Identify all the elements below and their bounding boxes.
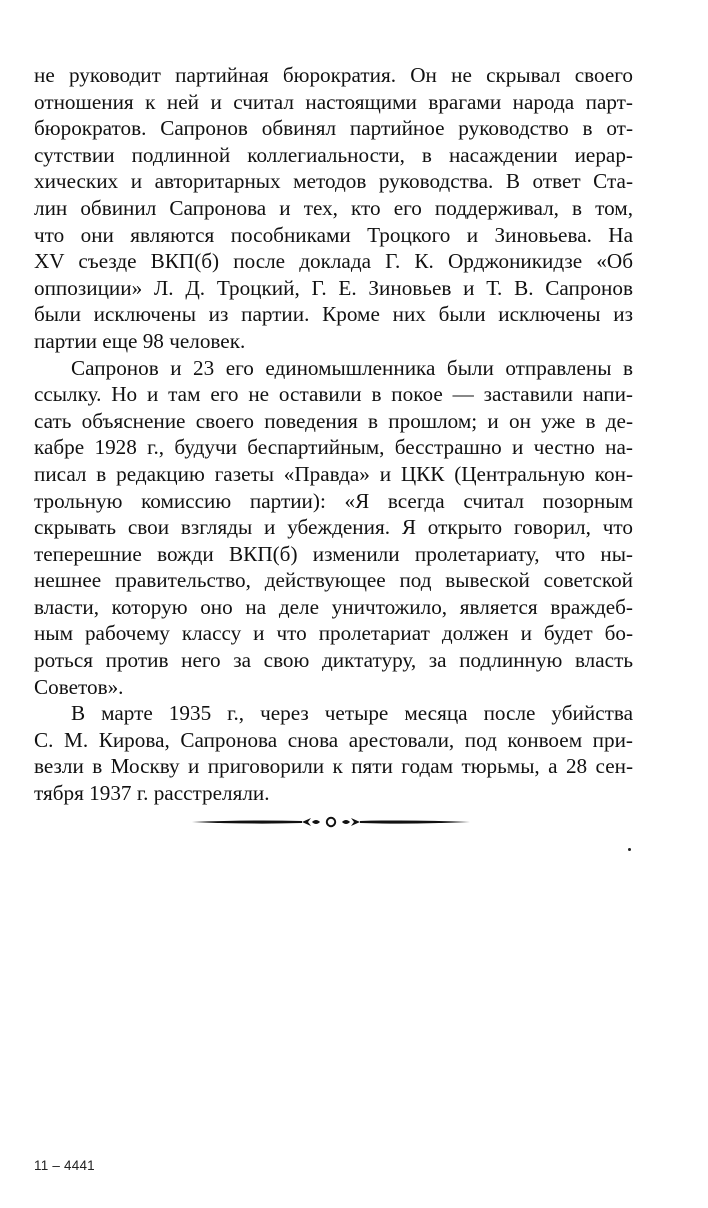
text-line: писал в редакцию газеты «Правда» и ЦКК (Центральную кон- (34, 461, 633, 486)
text-line: что они являются пособниками Троцкого и Зиновьева. На (34, 222, 633, 247)
text-line: В марте 1935 г., через четыре месяца после убийства (71, 701, 633, 726)
text-line: Сапронов и 23 его единомышленника были отправлены в (71, 355, 633, 380)
text-line: XV съезде ВКП(б) после доклада Г. К. Орджоникидзе «Об (34, 249, 633, 274)
text-line: хических и авторитарных методов руководства. В ответ Ста- (34, 169, 633, 194)
text-line: С. М. Кирова, Сапронова снова арестовали, под конвоем при- (34, 727, 633, 752)
text-line: роться против него за свою диктатуру, за подлинную власть (34, 648, 633, 673)
body-text (34, 62, 633, 807)
text-line: кабре 1928 г., будучи беспартийным, бесстрашно и честно на- (34, 435, 633, 460)
text-line: ным рабочему классу и что пролетариат должен и будет бо- (34, 621, 633, 646)
text-line: оппозиции» Л. Д. Троцкий, Г. Е. Зиновьев и Т. В. Сапронов (34, 275, 633, 300)
decorative-divider-icon (190, 810, 472, 834)
text-line: сать объяснение своего поведения в прошлом; и он уже в де- (34, 408, 633, 433)
ink-speck (628, 848, 631, 851)
printer-signature: 11 – 4441 (34, 1158, 95, 1173)
text-line: нешнее правительство, действующее под вывеской советской (34, 568, 633, 593)
text-line: лин обвинил Сапронова и тех, кто его поддерживал, в том, (34, 195, 633, 220)
text-line: партии еще 98 человек. (34, 328, 246, 353)
text-line: сутствии подлинной коллегиальности, в насаждении иерар- (34, 142, 633, 167)
text-line: отношения к ней и считал настоящими врагами народа парт- (34, 89, 633, 114)
text-line: ссылку. Но и там его не оставили в покое — заставили напи- (34, 382, 633, 407)
text-line: власти, которую оно на деле уничтожило, является враждеб- (34, 594, 633, 619)
text-line: скрывать свои взгляды и убеждения. Я открыто говорил, что (34, 515, 633, 540)
text-line: тября 1937 г. расстреляли. (34, 781, 270, 806)
text-line: были исключены из партии. Кроме них были исключены из (34, 302, 633, 327)
text-line: бюрократов. Сапронов обвинял партийное руководство в от- (34, 116, 633, 141)
text-line: везли в Москву и приговорили к пяти годам тюрьмы, а 28 сен- (34, 754, 633, 779)
text-line: не руководит партийная бюрократия. Он не скрывал своего (34, 63, 633, 87)
text-line: Советов». (34, 674, 124, 699)
text-line: теперешние вожди ВКП(б) изменили пролетариату, что ны- (34, 541, 633, 566)
text-line: трольную комиссию партии): «Я всегда считал позорным (34, 488, 633, 513)
